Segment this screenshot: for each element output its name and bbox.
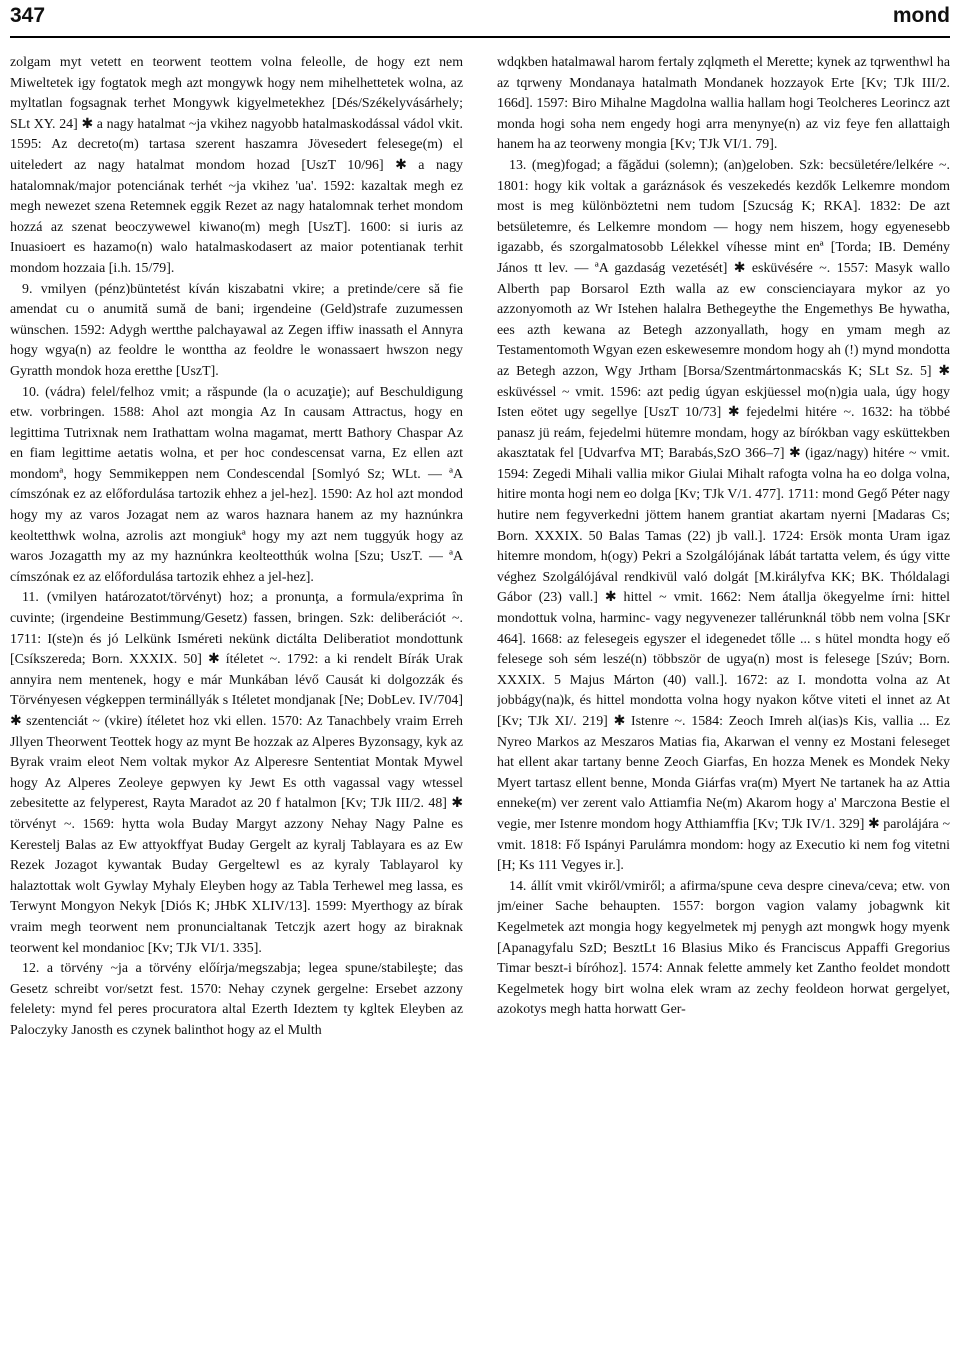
page-header bbox=[10, 4, 950, 28]
paragraph: zolgam myt vetett en teorwent teottem volna feleolle, de hogy ezt nem Miweltetek igy fogtatok megh azt mongywk hogy nem mihelhettetek wolna, az myltatlan fogsagnak terhet Mongywk kigyelmetekhez [Dés/Székelyvásárhely; SLt XY. 24] ✱ a nagy hatalmat ~ja vkihez nagyobb hatalmaskodással vádol vkit. 1595: Az decreto(m) tartasa szerent haszamra Jövesedert felesege(m) el uiteledert az nagy hatalmat mondom hozad [UszT 10/96] ✱ a nagy hatalomnak/major potenciának terhét ~ja vkihez 'ua'. 1592: kazaltak megh ez megh newezet szena Retemnek eggik Rezet az nagy hatalomnak terhet mondom hozzá az szenat beoczywewel kiwano(m) megh [UszT]. 1600: si iuris az Inuasioert es hazamo(n) walo hatalmaskodasert az maior potentianak terhit mondom hozzaia [i.h. 15/79]. bbox=[10, 55, 463, 276]
page-number: 347 bbox=[10, 4, 46, 27]
paragraph: 14. állít vmit vkiről/vmiről; a afirma/spune ceva despre cineva/ceva; etw. von jm/einer Sache behaupten. 1557: borgon vagion valamy jobagwnk kit Kegelmetek azt mongia hogy kegyelmetek mj penygh azt mongwk hogy myenk [Apanagyfalu SzD; BesztLt 16 Blasius Miko és Franciscus Appaffi Gregorius Timar beszt-i bíróhoz]. 1574: Annak felette ammely ket Zantho feoldet mondott Kegelmetek hogy birt wolna elek wram az zechy feoldeon horwat gergelyet, azokotys megh hatta horwatt Ger- bbox=[497, 878, 950, 1018]
header-rule bbox=[10, 36, 950, 38]
paragraph: 13. (meg)fogad; a făgădui (solemn); (an)geloben. Szk: becsületére/lelkére ~. 1801: hogy kik voltak a garáznások és veszekedés kezdők Lelkemre mondom most is meg különböztetni nem tudom [Szucság K; RKA]. 1832: De azt betsületemre, és Lelkemre mondom — hogy nem hiszem, hogy egyenesebb igazabb, és szorgalmatosobb Lélekkel víhesse mint enª [Torda; IB. Demény János tt lev. — ªA gazdaság vezetését] ✱ esküvésére ~. 1557: Masyk wallo Alberth pap Borsarol Ezth walla az ew conscienciayara mykor az yo azzonyomoth az Wr Istehen halalra Bethegeythe the Engemethys Be hywatha, ees azth kewana az Betegh azzonyallath, hogy en ymam megh az Testamentomoth Wgyan ezen eskewesemre mondom hogy ah (!) mynd mondotta az Betegh azzon, Wgy Jrtham [Borsa/Szentmártonmacskás K; SLt Sz. 5] ✱ esküvéssel ~ vmit. 1596: azt pedig úgyan eskjüessel mo(n)gia uala, úgy hogy Isten eötet ugy segellye [UszT 10/73] ✱ fejedelmi hitére ~. 1632: ha többé panasz jü reám, fejedelmi hütemre mondam, hogy az bírókban vagy esküttekben akasztatak fel [Udvarfva MT; Barabás,SzO 366–7] ✱ (igaz/nagy) hitére ~ vmit. 1594: Zegedi Mihali vallia mikor Giulai Mihalt rafogta volna ha eo dolga volna, hitire monta hogi nem eo dolga [Kv; TJk V/1. 477]. 1711: mond Gegő Péter nagy hutire nem fegyverkedni jöttem hanem grantiat akartam nyerni [Madaras Cs; Born. XXXIX. 50 Balas Tamas (22) jb vall.]. 1724: Ersök monta Uram igaz hitemre mondom, h(ogy) Pekri a Szolgálójának lábát tartatta velem, és úgy vitte véghez Szolgálójával rendkivül való dolgát [M.királyfva KK; BK. Thóldalagi Gábor (23) vall.] ✱ hittel ~ vmit. 1662: Nem átallja ökegyelme írni: hittel mondottuk volna, harminc- vagy negyvenezer tallérunknál több nem volna [SKr 464]. 1668: az felesegeis egyszer el idegenedet tőlle ... s hütel mondta hogy eő felesege soh sém leszé(n) többször de ugya(n) most is felesege [Szúv; Born. XXXIX. 5 Majus Márton (40) vall.]. 1672: az I. mondotta volna az At jobbágy(na)k, és hittel mondotta volna hogy nyakon kőtve viteti el innet az At [Kv; TJk XI/. 219] ✱ Istenre ~. 1584: Zeoch Imreh al(ias)s Kis, vallia ... Ez Nyreo Markos az Meszaros Matias fia, Akarwan el venny ez Mostani feleseget hat ellent akar tartany benne Zeoch Giarfas, En hozza Menek es Mondek Neky Myert tartasz ellent benne, Monda Giárfas vra(m) Myert Ne tartanek ha az Attia enneke(m) ver zerent valo Attiamfia Ne(m) Akarom hogy a' Marczona Bestie el vegie, mer Istenre mondom hogy Atthiamffia [Kv; TJk IV/1. 329] ✱ parolájára ~ vmit. 1818: Fő Ispányi Parulámra mondom: hogy az Executio ki nem fog vitetni [H; Ks 111 Vegyes ir.]. bbox=[497, 157, 950, 874]
paragraph: wdqkben hatalmawal harom fertaly zqlqmeth el Merette; kynek az tqrwenthwl ha az tqrweny Mondanaya hatalmath Mondanek hozzayok Erte [Kv; TJk III/2. 166d]. 1597: Biro Mihalne Magdolna wallia hallam hogi Teolcheres Leorincz azt monda hogi soha nem engedy hogi arra menynye(n) az viz feye fen allattaigh hanem ha az teorweny mongia [Kv; TJk VI/1. 79]. bbox=[497, 55, 950, 153]
running-headword: mond bbox=[892, 4, 950, 27]
paragraph: 12. a törvény ~ja a törvény előírja/megszabja; legea spune/stabileşte; das Gesetz schreibt vor/setzt fest. 1570: Nehay czynek gergelne: Ersebet azzony felelety: mynd fel peres procuratora altal Ezerth Ideztem ty kgltek Eleyben az Paloczyky Janosth es czynek balinthot hogy az el Multh bbox=[10, 961, 463, 1038]
paragraph: 9. vmilyen (pénz)büntetést kíván kiszabatni vkire; a pretinde/cere să fie amendat cu o anumită sumă de bani; irgendeine (Geld)strafe zuzumessen wünschen. 1592: Adygh wertthe palchayawal az Zegen iffiw inassath el Annyra hogy wgya(n) az feoldre le wonttha az feoldre le wonassaert hwszon negy Gyratth mondok hoza eretthe [UszT]. bbox=[10, 281, 463, 379]
paragraph: 11. (vmilyen határozatot/törvényt) hoz; a pronunţa, a formula/exprima în cuvinte; (irgendeine Bestimmung/Gesetz) fassen, bringen. Szk: deliberációt ~. 1711: I(ste)n és jó Lelkünk Isméreti nekünk dictálta Deliberatiot mondottunk [Csíkszereda; Born. XXXIX. 50] ✱ ítéletet ~. 1792: a ki rendelt Bírák Urak annyira nem mentenek, hogy e már Munkában lévő Causát ki dolgozzák és Törvényesen végkeppen terminállyák s Itéletet mondjanak [Ne; DobLev. IV/704] ✱ szentenciát ~ (vkire) ítéletet hoz vki ellen. 1570: Az Tanachbely vraim Erreh Jllyen Theorwent Teottek hogy az mynt Be hozzak az Alperes Byzonsagy, kyk az Byrak vraim eleot Nem voltak mykor Az Alperesre Sententiat Montak Mywel hogy Az Alperes Zeoleye gepwyen ky Jewt Es otth vagassal vagy wtessel zebesitette az felyperest, Rayta Maradot az 20 f hatalmon [Kv; TJk III/2. 48] ✱ törvényt ~. 1569: hytta wola Buday Margyt azzony Nehay Nagy Palne es Kerestelj Balas az Ew attyokffyat Buday Gergelt az kyralj Tablayara es az Ew Rezek Jozagot kywantak Buday Gergeltewl es az kyraly Tablayarol ky halaztottak wolt Gywlay Myhaly Eleyben hogy az Tabla Terhewel meg lassa, es Terwynt Mongyon Nekyk [Diós K; JHbK XLIV/13]. 1599: Myerthogy az bírak vraim megh teorwent nem pronuncialtanak Tetczjk azert hogy az biraknak teorwent kel mondanioc [Kv; TJk VI/1. 335]. bbox=[10, 590, 463, 956]
right-column bbox=[497, 53, 950, 1351]
paragraph: 10. (vádra) felel/felhoz vmit; a răspunde (la o acuzaţie); auf Beschuldigung etw. vorbringen. 1588: Ahol azt mongia Az In causam Attractus, hogy en legittima Tutrixnak nem Irathattam wolna magamat, mertt Bathory Chaspar Az en fiam legittime aetatis wolna, et per hoc condescensat varna, Ez ellen azt mondomª, hogy Semmikeppen nem Condescendal [Somlyó Sz; WLt. — ªA címszónak ez az előfordulása tartozik ehhez a jel-hez]. 1590: Az hol azt mondod hogy my az varos Jozagat nem az waros haznara hanem az my haznúnkra keoltetthwk wolna, azrolis azt mongiukª hogy my azt nem tuggyúk hogy az waros Jozagatth my az my haznúnkra keolteotthúk wolna [Szu; UszT. — ªA címszónak ez az előfordulása tartozik ehhez a jel-hez]. bbox=[10, 384, 463, 585]
left-column bbox=[10, 53, 463, 1351]
